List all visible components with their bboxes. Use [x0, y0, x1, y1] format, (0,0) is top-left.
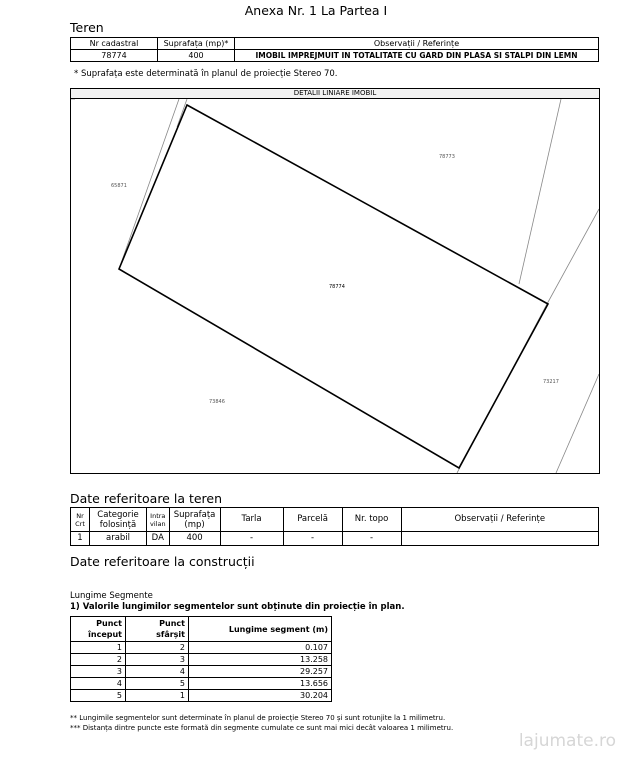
- date-teren-heading: Date referitoare la teren: [70, 491, 223, 506]
- dt-header-observatii: Observații / Referințe: [401, 508, 598, 532]
- cadastral-plan: [70, 98, 600, 474]
- label-west-parcel: 65871: [111, 183, 127, 189]
- boundary-line: [119, 99, 179, 269]
- seg-header-lungime: Lungime segment (m): [189, 617, 332, 642]
- seg-cell: 3: [71, 666, 126, 678]
- dt-header-suprafata: Suprafața (mp): [169, 508, 220, 532]
- dt-header-categorie: Categorie folosință: [90, 508, 147, 532]
- seg-cell: 0.107: [189, 642, 332, 654]
- teren-header-suprafata: Suprafața (mp)*: [158, 38, 235, 50]
- dt-cell-suprafata: 400: [169, 532, 220, 546]
- seg-cell: 29.257: [189, 666, 332, 678]
- plan-header: DETALII LINIARE IMOBIL: [70, 88, 600, 99]
- date-constructii-heading: Date referitoare la construcții: [70, 554, 255, 569]
- seg-cell: 13.656: [189, 678, 332, 690]
- dt-header-tarla: Tarla: [220, 508, 283, 532]
- seg-cell: 5: [71, 690, 126, 702]
- seg-cell: 1: [126, 690, 189, 702]
- seg-cell: 30.204: [189, 690, 332, 702]
- seg-cell: 2: [71, 654, 126, 666]
- label-south-parcel: 73846: [209, 399, 225, 405]
- seg-cell: 4: [71, 678, 126, 690]
- seg-header-sfarsit: Punct sfârșit: [126, 617, 189, 642]
- dt-cell-observatii: [401, 532, 598, 546]
- dt-cell-parcela: -: [283, 532, 342, 546]
- seg-cell: 2: [126, 642, 189, 654]
- dt-header-intravilan: Intra vilan: [147, 508, 170, 532]
- dt-header-nrtopo: Nr. topo: [342, 508, 401, 532]
- watermark: lajumate.ro: [518, 731, 616, 751]
- teren-header-observatii: Observații / Referințe: [235, 38, 599, 50]
- seg-cell: 13.258: [189, 654, 332, 666]
- boundary-line: [556, 374, 599, 473]
- boundary-line: [547, 209, 599, 304]
- seg-cell: 1: [71, 642, 126, 654]
- document-title: Anexa Nr. 1 La Partea I: [244, 3, 388, 18]
- boundary-line: [519, 99, 561, 284]
- teren-cell-observatii: IMOBIL IMPREJMUIT IN TOTALITATE CU GARD DIN PLASA SI STALPI DIN LEMN: [235, 50, 599, 62]
- label-main-parcel: 78774: [329, 284, 345, 290]
- dt-cell-nr: 1: [71, 532, 90, 546]
- seg-cell: 3: [126, 654, 189, 666]
- dt-header-parcela: Parcelă: [283, 508, 342, 532]
- label-north-parcel: 78773: [439, 154, 455, 160]
- teren-header-cadastral: Nr cadastral: [71, 38, 158, 50]
- segmente-note-2: *** Distanța dintre puncte este formată din segmente cumulate ce sunt mai mici decât valoarea 1 milimetru.: [70, 724, 454, 732]
- date-teren-table: [70, 507, 599, 546]
- dt-header-nr: Nr Crt: [71, 508, 90, 532]
- dt-cell-tarla: -: [220, 532, 283, 546]
- teren-cell-cadastral: 78774: [71, 50, 158, 62]
- label-east-parcel: 73217: [543, 379, 559, 385]
- seg-header-inceput: Punct început: [71, 617, 126, 642]
- teren-note: * Suprafața este determinată în planul de proiecție Stereo 70.: [74, 69, 338, 79]
- seg-cell: 4: [126, 666, 189, 678]
- boundary-line: [177, 99, 187, 127]
- segmente-subheading: 1) Valorile lungimilor segmentelor sunt obținute din proiecție în plan.: [70, 602, 405, 612]
- segmente-table: [70, 616, 332, 702]
- plan-drawing: [71, 99, 599, 473]
- seg-cell: 5: [126, 678, 189, 690]
- dt-cell-categorie: arabil: [90, 532, 147, 546]
- teren-table: [70, 37, 599, 62]
- dt-cell-intravilan: DA: [147, 532, 170, 546]
- segmente-heading: Lungime Segmente: [70, 591, 153, 601]
- teren-heading: Teren: [70, 20, 104, 35]
- teren-cell-suprafata: 400: [158, 50, 235, 62]
- dt-cell-nrtopo: -: [342, 532, 401, 546]
- segmente-note-1: ** Lungimile segmentelor sunt determinate în planul de proiecție Stereo 70 și sunt rotunjite la 1 milimetru.: [70, 714, 446, 722]
